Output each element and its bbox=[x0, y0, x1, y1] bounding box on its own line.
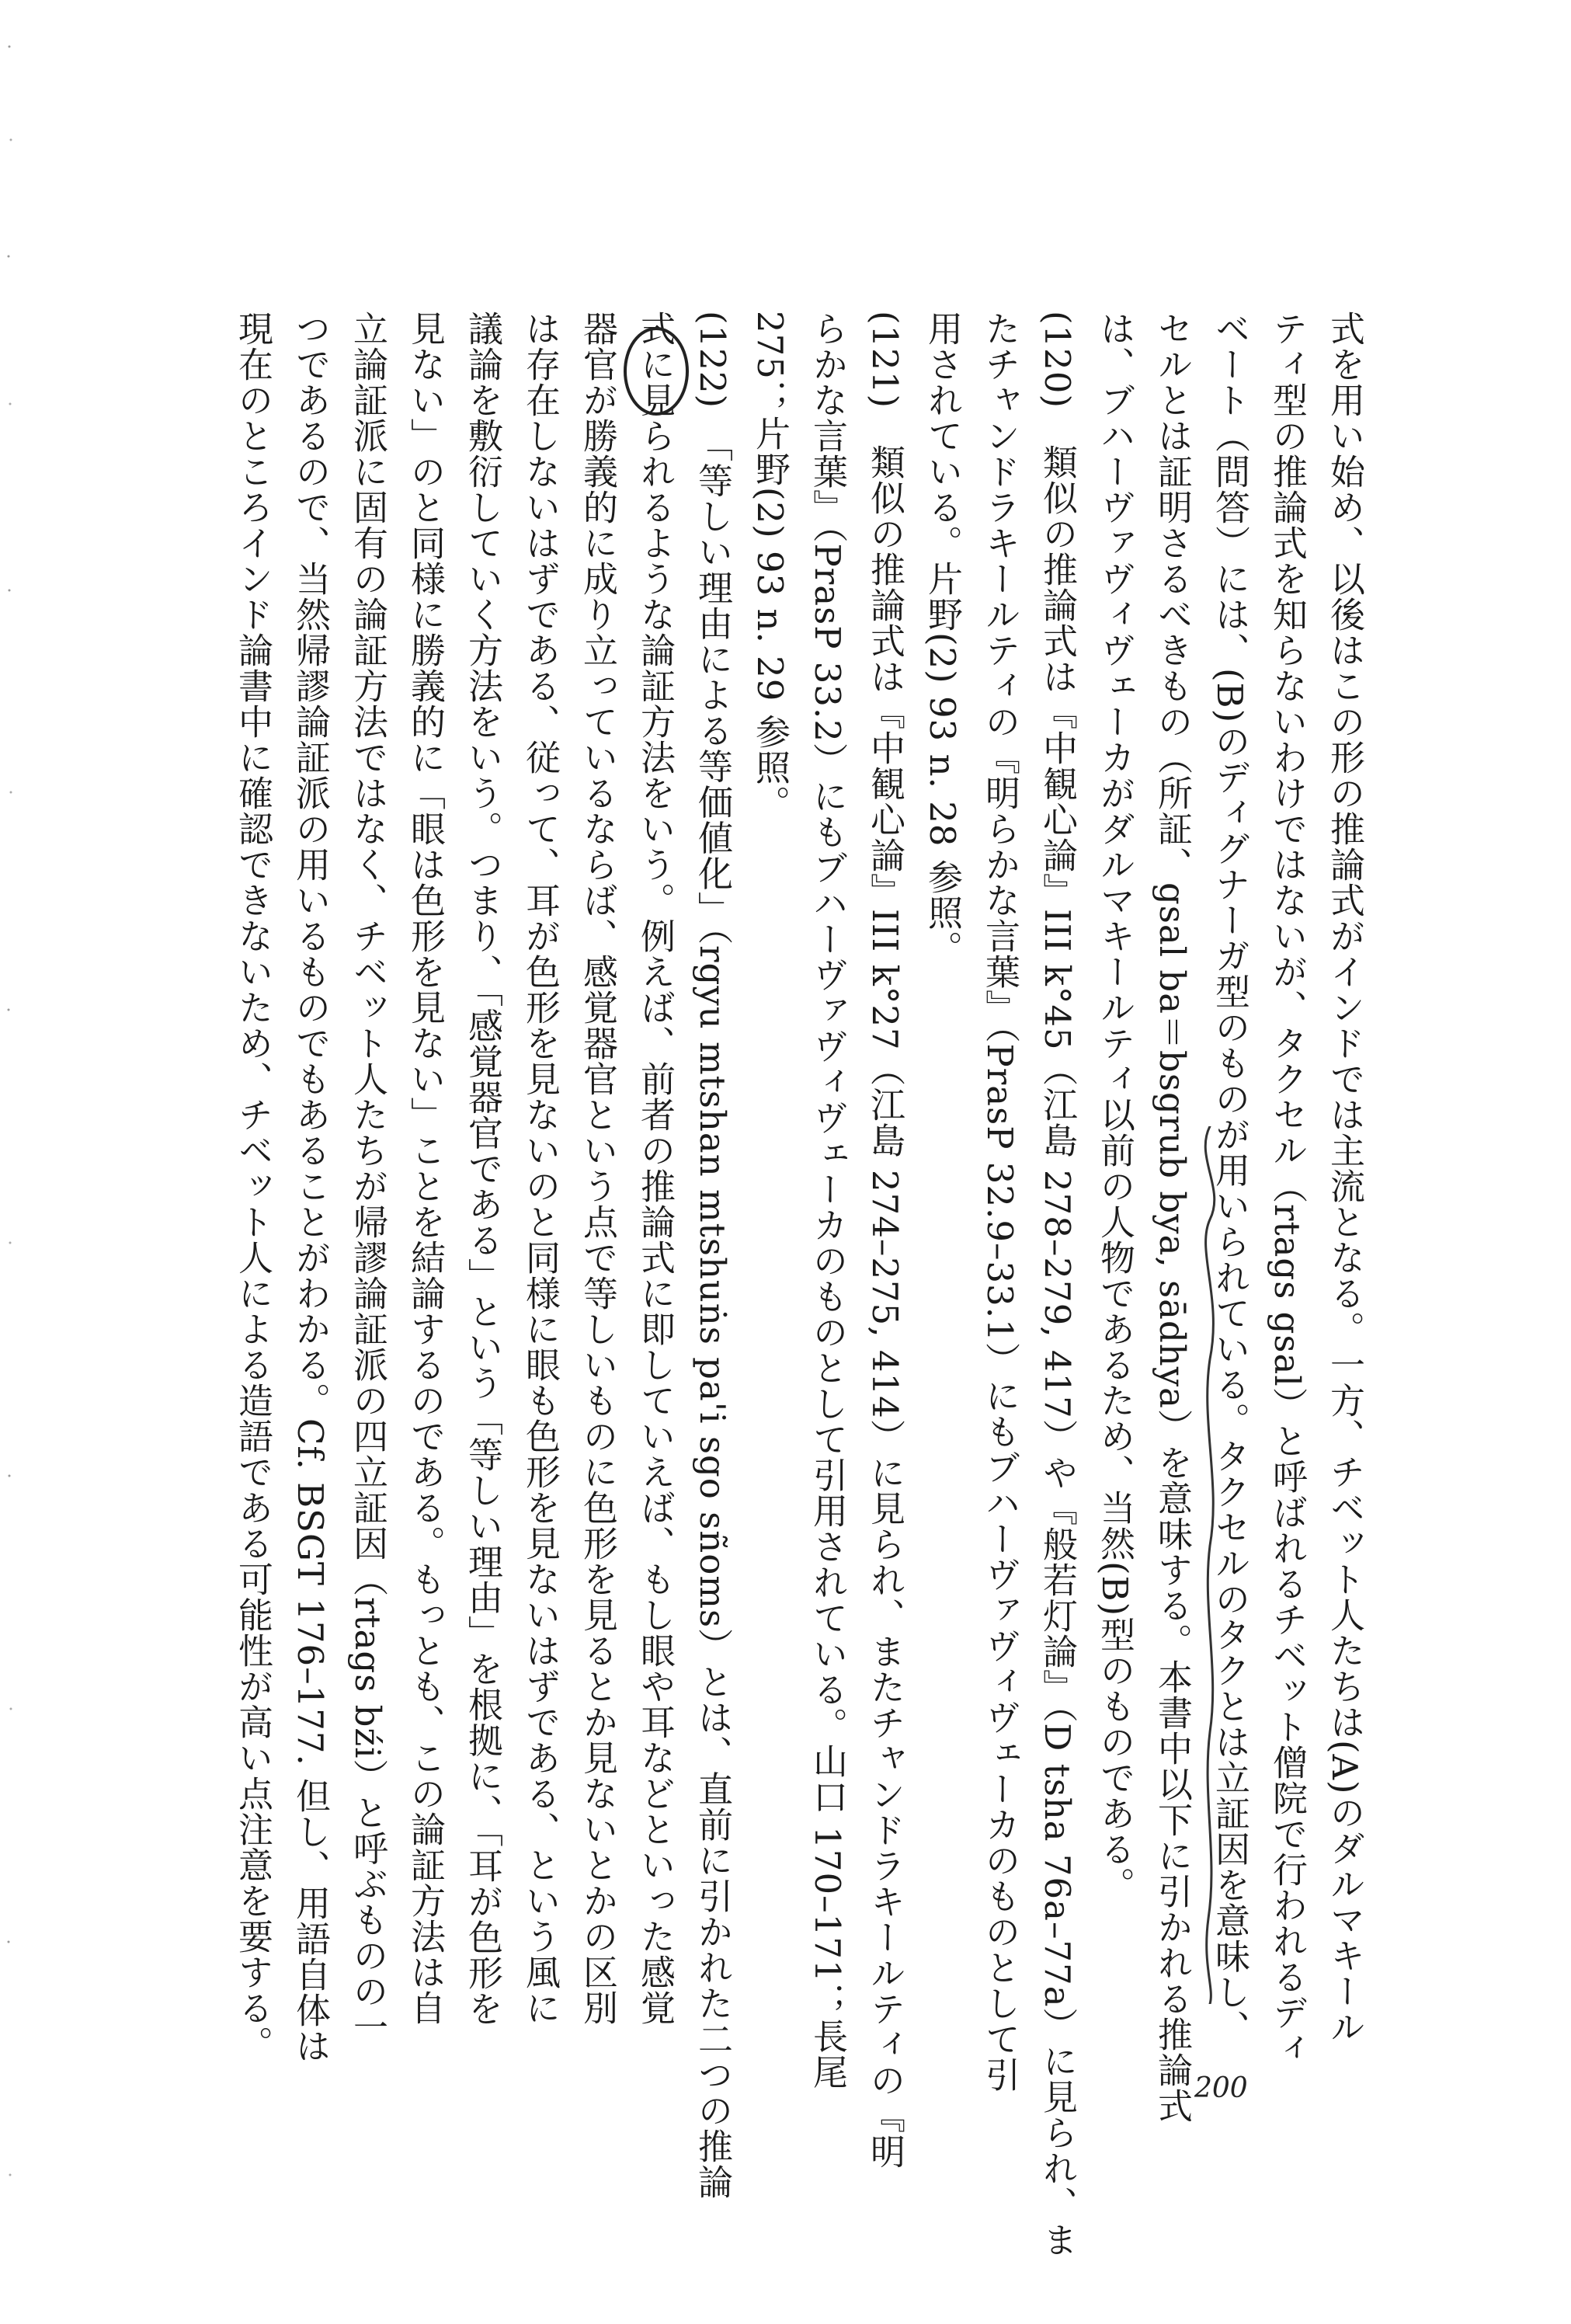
text-line: らかな言葉』（PrasP 33.2）にもブハーヴァヴィヴェーカのものとして引用されている。山口 170–171；長尾 bbox=[807, 311, 848, 2090]
footnote-122-line: (122) 「等しい理由による等価値化」（rgyu mtshan mtshuṅs pa'i sgo sñoms）とは、直前に引かれた二つの推論 bbox=[692, 311, 733, 2200]
text-line: は、ブハーヴァヴィヴェーカがダルマキールティ以前の人物であるため、当然(B)型のものである。 bbox=[1094, 311, 1135, 1903]
text-line: たチャンドラキールティの『明らかな言葉』（PrasP 32.9–33.1）にもブハーヴァヴィヴェーカのものとして引 bbox=[979, 311, 1020, 2093]
text-line: 見ない」のと同様に勝義的に「眼は色形を見ない」ことを結論するのである。もっとも、この論証方法は自 bbox=[405, 311, 446, 2026]
footnote-121-line: (121) 類似の推論式は『中観心論』III k°27（江島 274–275, 414）に見られ、またチャンドラキールティの『明 bbox=[864, 311, 905, 2169]
text-line: 用されている。片野(2) 93 n. 28 参照。 bbox=[922, 311, 963, 966]
text-line: 式に見られるような論証方法をいう。例えば、前者の推論式に即していえば、もし眼や耳などといった感覚 bbox=[634, 311, 676, 2026]
handwritten-bracket-mark bbox=[1187, 1126, 1233, 2004]
text-line: 立論証派に固有の論証方法ではなく、チベット人たちが帰謬論証派の四立証因（rtags bźi）と呼ぶものの一 bbox=[347, 311, 388, 2045]
text-line: ティ型の推論式を知らないわけではないが、タクセル（rtags gsal）と呼ばれるチベット僧院で行われるディ bbox=[1267, 311, 1308, 2066]
text-line: は存在しないはずである、従って、耳が色形を見ないのと同様に眼も色形を見ないはずである、という風に bbox=[520, 311, 561, 2026]
text-line: 議論を敷衍していく方法をいう。つまり、「感覚器官である」という「等しい理由」を根拠に、「耳が色形を bbox=[462, 311, 503, 2027]
text-line: 器官が勝義的に成り立っているならば、感覚器官という点で等しいものに色形を見るとか見ないとかの区別 bbox=[577, 311, 618, 2026]
text-line: つであるので、当然帰謬論証派の用いるものでもあることがわかる。Cf. BSGT 176–177. 但し、用語自体は bbox=[290, 311, 331, 2065]
page-number: 200 bbox=[1194, 2072, 1248, 2104]
text-line: 275；片野(2) 93 n. 29 参照。 bbox=[749, 311, 791, 821]
footnote-circle-annotation bbox=[621, 325, 691, 418]
text-line: ベート（問答）には、(B)のディグナーガ型のものが用いられている。タクセルのタクとは立証因を意味し、 bbox=[1209, 311, 1250, 2046]
text-line: 現在のところインド論書中に確認できないため、チベット人による造語である可能性が高い点注意を要する。 bbox=[232, 311, 273, 2061]
text-line: セルとは証明さるべきもの（所証、gsal ba＝bsgrub bya, sādhya）を意味する。本書中以下に引かれる推論式 bbox=[1152, 311, 1193, 2124]
text-line: 式を用い始め、以後はこの形の推論式がインドでは主流となる。一方、チベット人たちは(A)のダルマキール bbox=[1324, 311, 1365, 2045]
scan-edge-dots bbox=[0, 0, 31, 2324]
footnote-120-line: (120) 類似の推論式は『中観心論』III k°45（江島 278–279, 417）や『般若灯論』（D tsha 76a–77a）に見られ、ま bbox=[1037, 311, 1078, 2258]
